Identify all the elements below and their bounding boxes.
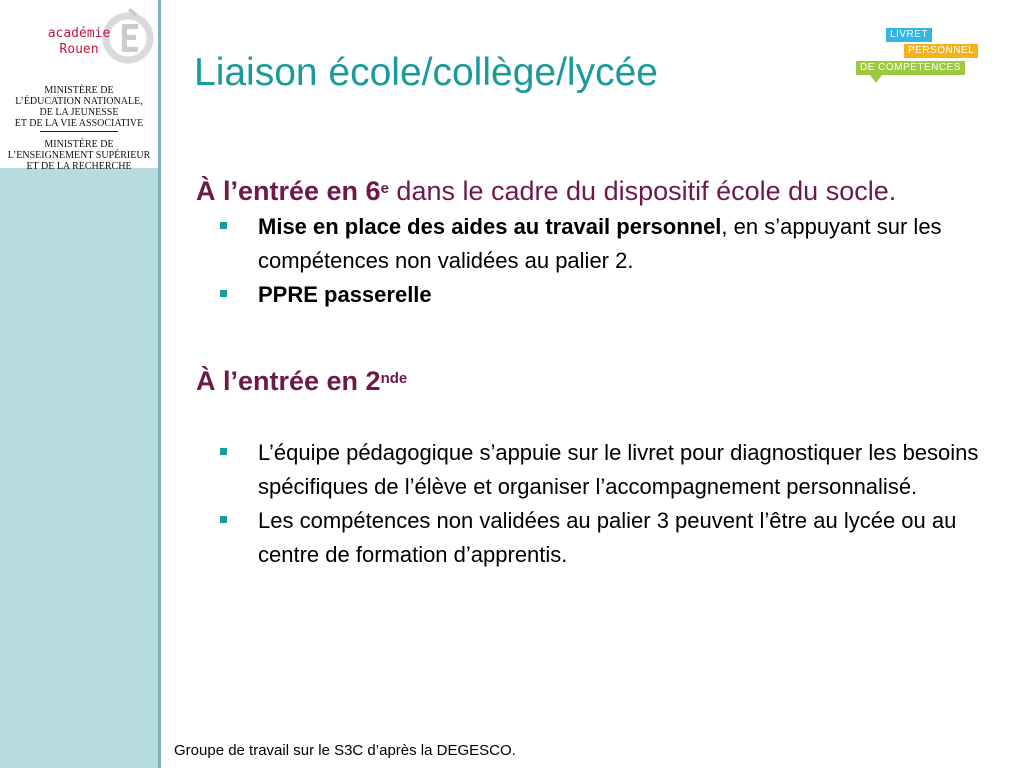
- left-sidebar: [0, 0, 161, 768]
- livret-line3: DE COMPÉTENCES: [856, 61, 965, 75]
- bullet-text: Les compétences non validées au palier 3 peuvent l’être au lycée ou au centre de formation d’apprentis.: [258, 508, 957, 567]
- section1-heading-rest: dans le cadre du dispositif école du socle.: [388, 176, 897, 206]
- livret-personnel-logo: [852, 24, 982, 88]
- speech-tail-icon: [870, 75, 882, 83]
- list-item: [196, 210, 986, 278]
- section2-heading-bold: À l’entrée en 2: [196, 366, 381, 396]
- bullet-square-icon: [220, 516, 227, 523]
- ministere-education-line: MINISTÈRE DE: [44, 85, 114, 96]
- bullet-square-icon: [220, 290, 227, 297]
- list-item: [196, 504, 986, 572]
- section2-bullets: [196, 436, 986, 572]
- academie-line1: académie: [47, 26, 111, 41]
- ministere-education-line: L’ÉDUCATION NATIONALE,: [15, 96, 143, 107]
- section1-heading: [196, 172, 986, 210]
- ministere-recherche: [0, 139, 158, 172]
- section1-heading-bold: À l’entrée en 6: [196, 176, 381, 206]
- academie-line2: Rouen: [59, 42, 99, 57]
- list-item: [196, 278, 986, 312]
- ministere-education-line: ET DE LA VIE ASSOCIATIVE: [14, 118, 144, 129]
- livret-line2: PERSONNEL: [904, 44, 978, 58]
- section1-bullets: [196, 210, 986, 312]
- ministere-recherche-line: ET DE LA RECHERCHE: [26, 161, 132, 172]
- ministere-recherche-line: L’ENSEIGNEMENT SUPÉRIEUR: [7, 150, 151, 161]
- slide-title: Liaison école/collège/lycée: [194, 51, 658, 94]
- bullet-bold-text: PPRE passerelle: [258, 282, 432, 307]
- ministere-education-line: DE LA JEUNESSE: [39, 107, 119, 118]
- section2-heading: [196, 362, 986, 400]
- bullet-square-icon: [220, 448, 227, 455]
- list-item: [196, 436, 986, 504]
- slide-footer: Groupe de travail sur le S3C d’après la DEGESCO.: [174, 742, 516, 759]
- section2-heading-sup: nde: [380, 370, 408, 387]
- ministere-recherche-line: MINISTÈRE DE: [44, 139, 114, 150]
- bullet-text: , en s’appuyant sur les compétences non validées au palier 2.: [258, 214, 942, 273]
- bullet-square-icon: [220, 222, 227, 229]
- bullet-text: L’équipe pédagogique s’appuie sur le livret pour diagnostiquer les besoins spécifiques de l’élève et organiser l’accompagnement personnalisé.: [258, 440, 979, 499]
- section1-heading-sup: e: [380, 180, 389, 197]
- ministere-education: [0, 85, 158, 129]
- academie-logo: [0, 0, 158, 172]
- slide-content: [196, 172, 986, 572]
- livret-line1: LIVRET: [886, 28, 932, 42]
- academie-wordmark: [42, 26, 116, 58]
- ministere-divider: [40, 131, 118, 132]
- bullet-bold-text: Mise en place des aides au travail personnel: [258, 214, 722, 239]
